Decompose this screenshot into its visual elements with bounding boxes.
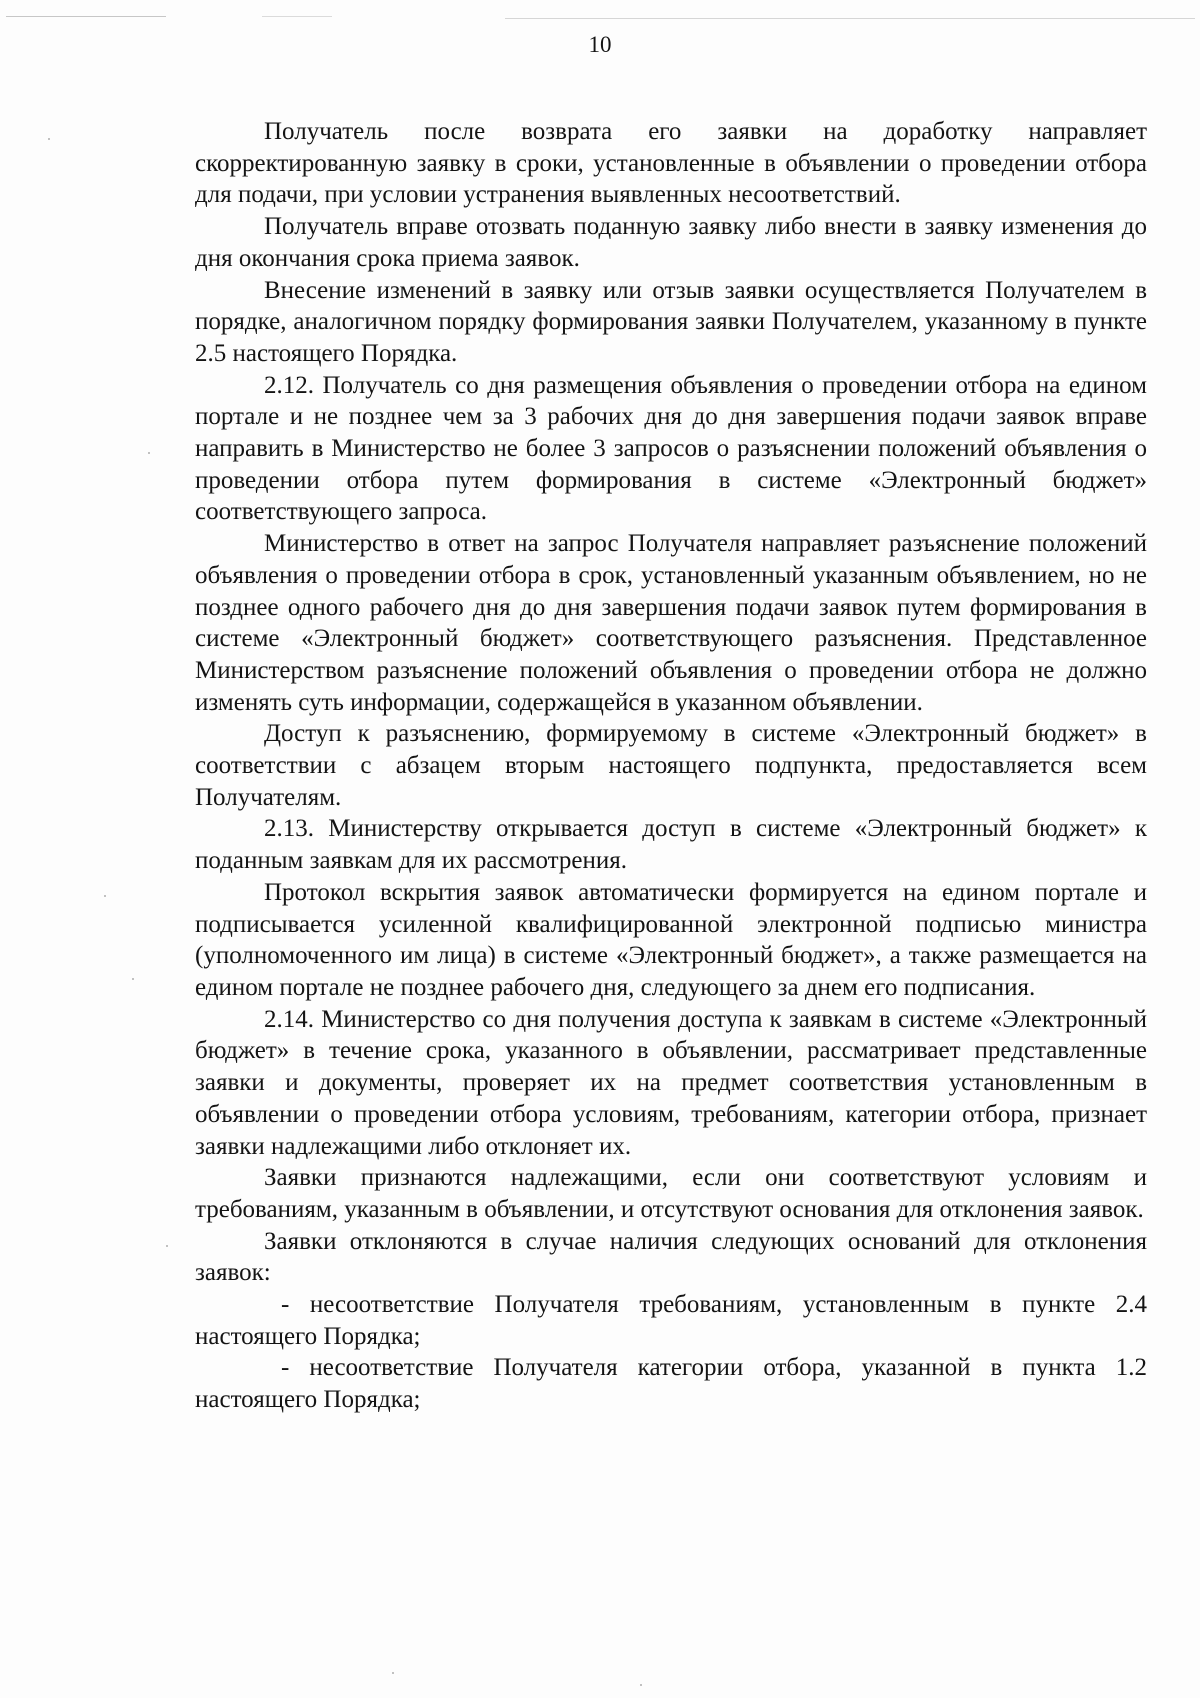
scan-artifact <box>505 18 1195 19</box>
paragraph: Заявки признаются надлежащими, если они соответствуют условиям и требованиям, указанным в объявлении, и отсутствуют основания для отклонения заявок. <box>195 1164 1147 1223</box>
scan-artifact <box>6 16 166 17</box>
paragraph: Протокол вскрытия заявок автоматически формируется на едином портале и подписывается усиленной квалифицированной электронной подписью министра (уполномоченного им лица) в системе «Электронный бюджет», а также размещается на едином портале не позднее рабочего дня, следующего за днем его подписания. <box>195 878 1147 1001</box>
scan-speck <box>392 1672 394 1674</box>
scan-speck <box>148 452 150 454</box>
scan-speck <box>132 978 134 980</box>
paragraph: Внесение изменений в заявку или отзыв заявки осуществляется Получателем в порядке, аналогичном порядку формирования заявки Получателем, указанному в пункте 2.5 настоящего Порядка. <box>195 276 1147 367</box>
paragraph-section-2-13: 2.13. Министерству открывается доступ в системе «Электронный бюджет» к поданным заявкам для их рассмотрения. <box>195 815 1147 875</box>
list-item: - несоответствие Получателя категории отбора, указанной в пункта 1.2 настоящего Порядка; <box>195 1354 1147 1414</box>
scan-speck <box>640 1684 642 1686</box>
list-item: - несоответствие Получателя требованиям, установленным в пункте 2.4 настоящего Порядка; <box>195 1291 1147 1350</box>
scan-speck <box>166 1245 168 1247</box>
scan-artifact <box>262 16 332 17</box>
paragraph: Заявки отклоняются в случае наличия следующих оснований для отклонения заявок: <box>195 1227 1147 1287</box>
paragraph-section-2-14: 2.14. Министерство со дня получения доступа к заявкам в системе «Электронный бюджет» в течение срока, указанного в объявлении, рассматривает представленные заявки и документы, проверяет их на предмет соответствия установленным в объявлении о проведении отбора условиям, требованиям, категории отбора, признает заявки надлежащими либо отклоняет их. <box>195 1005 1147 1160</box>
document-body <box>195 116 1147 1416</box>
scan-speck <box>48 138 50 140</box>
paragraph: Получатель после возврата его заявки на доработку направляет скорректированную заявку в сроки, установленные в объявлении о проведении отбора для подачи, при условии устранения выявленных несоответствий. <box>195 118 1147 209</box>
paragraph-section-2-12: 2.12. Получатель со дня размещения объявления о проведении отбора на едином портале и не позднее чем за 3 рабочих дня до дня завершения подачи заявок вправе направить в Министерство не более 3 запросов о разъяснении положений объявления о проведении отбора путем формирования в системе «Электронный бюджет» соответствующего запроса. <box>195 371 1147 526</box>
page-number: 10 <box>588 32 612 57</box>
paragraph: Получатель вправе отозвать поданную заявку либо внести в заявку изменения до дня окончания срока приема заявок. <box>195 213 1147 272</box>
scan-speck <box>104 895 106 897</box>
paragraph: Министерство в ответ на запрос Получателя направляет разъяснение положений объявления о проведении отбора в срок, установленный указанным объявлением, но не позднее одного рабочего дня до дня завершения подачи заявок путем формирования в системе «Электронный бюджет» соответствующего разъяснения. Представленное Министерством разъяснение положений объявления о проведении отбора не должно изменять суть информации, содержащейся в указанном объявлении. <box>195 530 1147 716</box>
paragraph: Доступ к разъяснению, формируемому в системе «Электронный бюджет» в соответствии с абзацем вторым настоящего подпункта, предоставляется всем Получателям. <box>195 720 1147 811</box>
